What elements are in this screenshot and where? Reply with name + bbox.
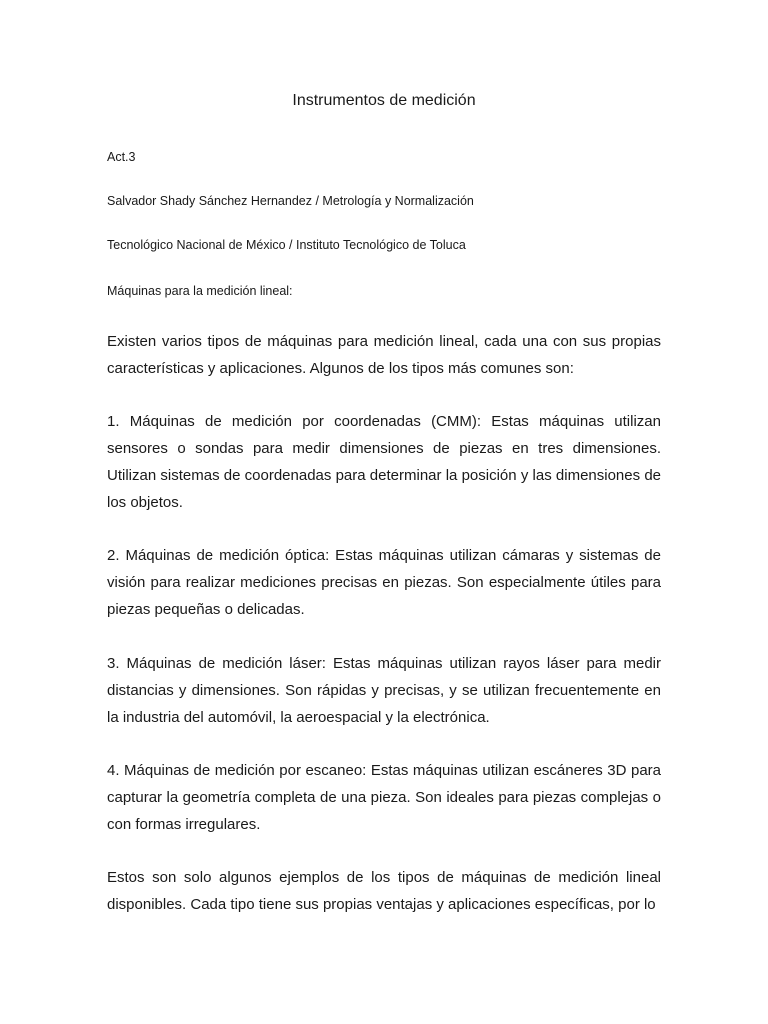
institution-line: Tecnológico Nacional de México / Instituto Tecnológico de Toluca [107,238,466,252]
closing-paragraph: Estos son solo algunos ejemplos de los tipos de máquinas de medición lineal disponibles. Cada tipo tiene sus propias ventajas y aplicaciones específicas, por lo [107,869,661,913]
list-item-optical: 2. Máquinas de medición óptica: Estas máquinas utilizan cámaras y sistemas de visión para realizar mediciones precisas en piezas. Son especialmente útiles para piezas pequeñas o delicadas. [107,547,661,618]
list-item-laser: 3. Máquinas de medición láser: Estas máquinas utilizan rayos láser para medir distancias y dimensiones. Son rápidas y precisas, y se utilizan frecuentemente en la industria del automóvil, la aeroespacial y la electrónica. [107,655,661,726]
intro-paragraph: Existen varios tipos de máquinas para medición lineal, cada una con sus propias características y aplicaciones. Algunos de los tipos más comunes son: [107,333,661,377]
list-item-cmm: 1. Máquinas de medición por coordenadas (CMM): Estas máquinas utilizan sensores o sondas para medir dimensiones de piezas en tres dimensiones. Utilizan sistemas de coordenadas para determinar la posición y las dimensiones de los objetos. [107,413,661,511]
author-line: Salvador Shady Sánchez Hernandez / Metrología y Normalización [107,194,474,208]
activity-label: Act.3 [107,150,136,164]
list-item-scanning: 4. Máquinas de medición por escaneo: Estas máquinas utilizan escáneres 3D para capturar la geometría completa de una pieza. Son ideales para piezas complejas o con formas irregulares. [107,762,661,833]
section-heading: Máquinas para la medición lineal: [107,284,293,298]
document-title: Instrumentos de medición [292,92,476,109]
